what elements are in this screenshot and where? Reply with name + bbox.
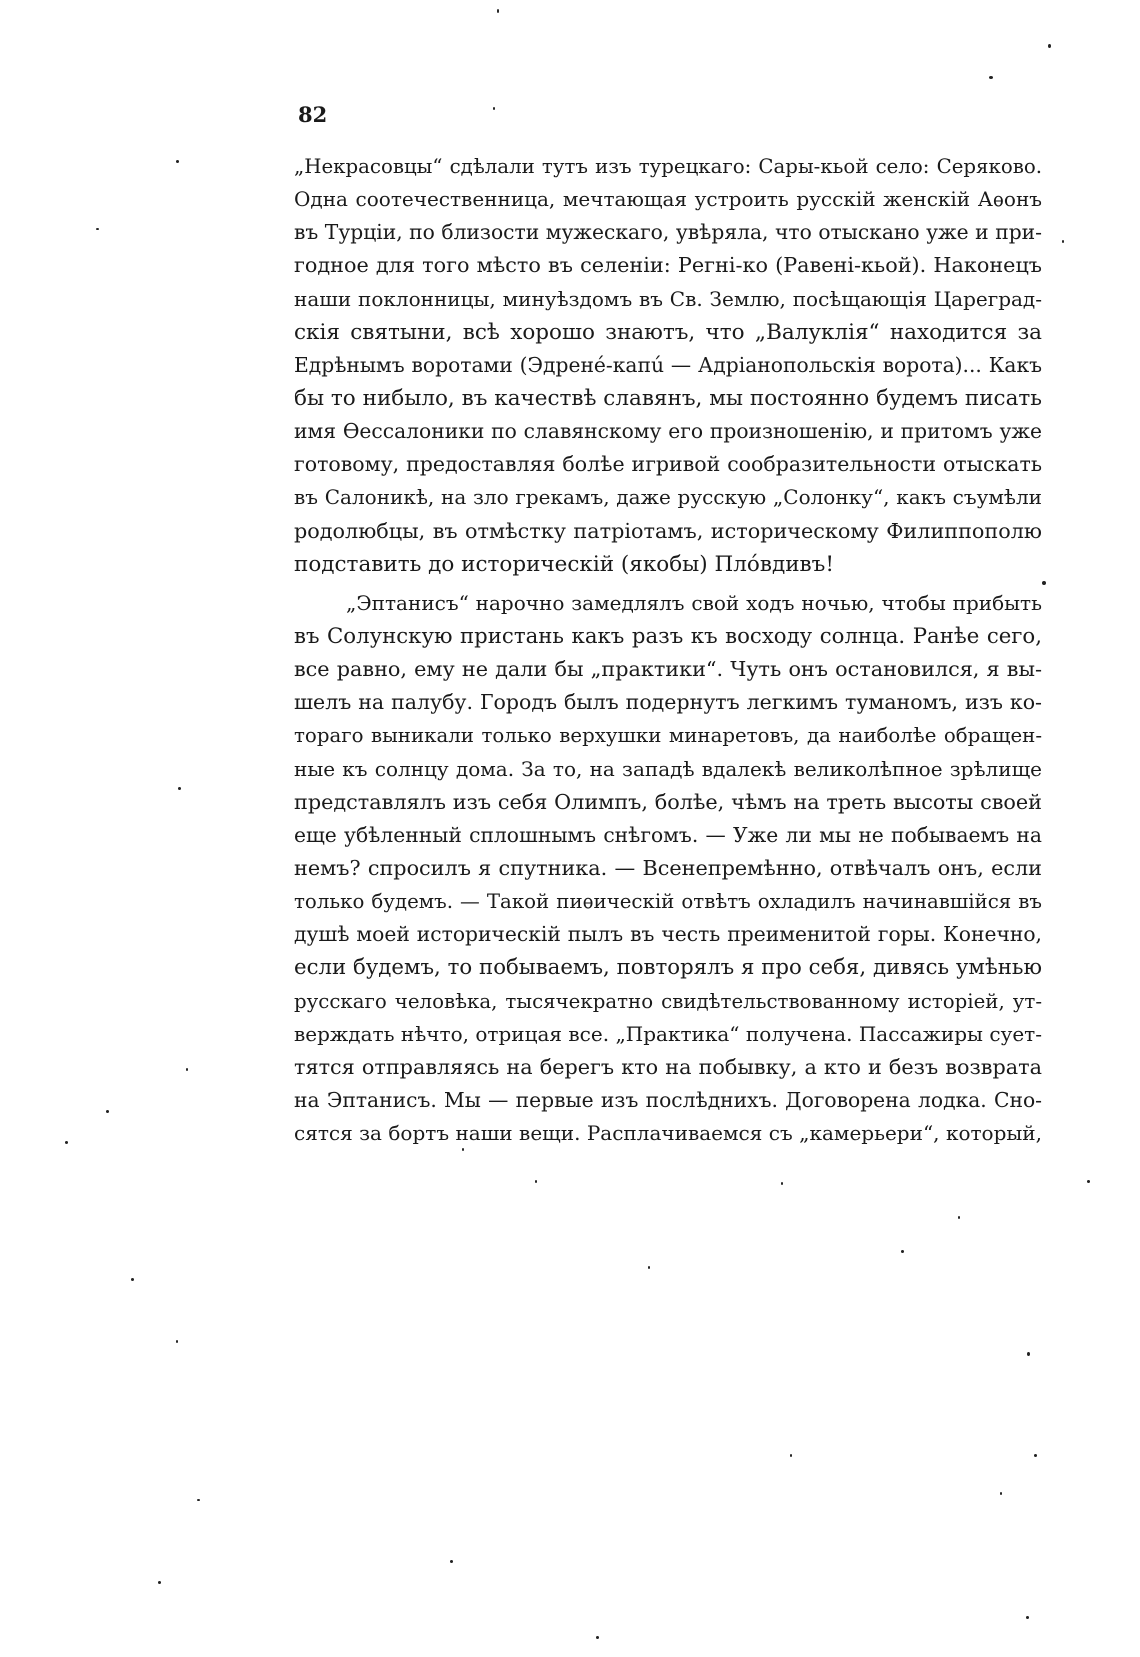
scan-speck — [176, 160, 179, 163]
text-line: въ Салоникѣ, на зло грекамъ, даже русскую „Солонку“, какъ съумѣли — [294, 485, 1042, 510]
scan-speck — [989, 76, 993, 79]
text-line: въ Солунскую пристань какъ разъ къ восходу солнца. Ранѣе сего, — [294, 623, 1042, 649]
text-line: подставить до историческій (якобы) Плóвдивъ! — [294, 551, 834, 577]
text-line: наши поклонницы, минуѣздомъ въ Св. Землю, посѣщающія Цареград- — [294, 286, 1042, 311]
scan-speck — [131, 1278, 134, 1281]
text-line: шелъ на палубу. Городъ былъ подернутъ легкимъ туманомъ, изъ ко- — [294, 690, 1042, 715]
scan-speck — [958, 1216, 960, 1219]
paragraph — [294, 150, 1042, 581]
text-body — [294, 150, 1042, 1150]
text-line: тятся отправляясь на берегъ кто на побывку, а кто и безъ возврата — [294, 1054, 1042, 1079]
scan-speck — [781, 1182, 783, 1185]
text-line: тораго выникали только верхушки минаретовъ, да наиболѣе обращен- — [294, 724, 1042, 748]
scan-speck — [1042, 581, 1046, 585]
scan-speck — [65, 1141, 68, 1144]
scan-speck — [158, 1581, 161, 1584]
text-line: ные къ солнцу дома. За то, на западѣ вдалекѣ великолѣпное зрѣлище — [294, 756, 1042, 781]
scan-speck — [450, 1560, 453, 1563]
text-line: бы то нибыло, въ качествѣ славянъ, мы постоянно будемъ писать — [294, 385, 1042, 411]
text-line: если будемъ, то побываемъ, повторялъ я про себя, дивясь умѣнью — [294, 955, 1042, 981]
text-line: на Эптанисъ. Мы — первые изъ послѣднихъ. Договорена лодка. Сно- — [294, 1087, 1042, 1112]
text-line: душѣ моей историческій пылъ въ честь преименитой горы. Конечно, — [294, 922, 1042, 947]
text-line: русскаго человѣка, тысячекратно свидѣтельствованному исторіей, ут- — [294, 989, 1042, 1013]
text-line: Одна соотечественница, мечтающая устроить русскій женскій Аѳонъ — [294, 187, 1042, 212]
text-line: еще убѣленный сплошнымъ снѣгомъ. — Уже ли мы не побываемъ на — [294, 822, 1042, 847]
scan-speck — [1026, 1616, 1029, 1619]
text-line: представлялъ изъ себя Олимпъ, болѣе, чѣмъ на треть высоты своей — [294, 789, 1042, 814]
text-line: въ Турціи, по близости мужескаго, увѣряла, что отыскано уже и при- — [294, 220, 1042, 245]
scan-speck — [186, 1068, 188, 1071]
scan-speck — [1048, 44, 1051, 48]
text-line: имя Ѳессалоники по славянскому его произношенію, и притомъ уже — [294, 419, 1042, 444]
scan-speck — [493, 107, 495, 110]
text-line: „Эптанисъ“ нарочно замедлялъ свой ходъ ночью, чтобы прибыть — [346, 590, 1042, 615]
scan-speck — [535, 1180, 537, 1183]
scan-speck — [1087, 1180, 1090, 1183]
text-line: сятся за бортъ наши вещи. Расплачиваемся съ „камерьери“, который, — [294, 1121, 1042, 1146]
scan-speck — [96, 228, 99, 230]
paragraph — [294, 587, 1042, 1150]
scan-speck — [1027, 1352, 1030, 1356]
scan-speck — [462, 1148, 464, 1151]
scan-speck — [1000, 1492, 1002, 1495]
scan-speck — [648, 1266, 650, 1269]
page-number: 82 — [298, 102, 328, 127]
text-line: верждать нѣчто, отрицая все. „Практика“ получена. Пассажиры сует- — [294, 1021, 1042, 1046]
scan-speck — [1034, 1454, 1037, 1457]
text-line: только будемъ. — Такой пиѳическій отвѣтъ охладилъ начинавшійся въ — [294, 890, 1042, 914]
scan-speck — [178, 787, 181, 790]
scan-speck — [1062, 240, 1064, 243]
text-line: годное для того мѣсто въ селеніи: Регні-ко (Равені-кьой). Наконецъ — [294, 253, 1042, 278]
scan-speck — [790, 1454, 792, 1457]
scan-speck — [497, 9, 499, 13]
scan-speck — [176, 1340, 178, 1343]
text-line: родолюбцы, въ отмѣстку патріотамъ, историческому Филиппополю — [294, 518, 1042, 543]
text-line: „Некрасовцы“ сдѣлали тутъ изъ турецкаго: Сары-кьой село: Серяково. — [294, 155, 1042, 178]
scan-speck — [596, 1636, 599, 1639]
scan-speck — [901, 1250, 904, 1253]
text-line: готовому, предоставляя болѣе игривой сообразительности отыскать — [294, 452, 1042, 477]
text-line: Едрѣнымъ воротами (Эдренé-капú — Адріанопольскія ворота)... Какъ — [294, 352, 1042, 377]
text-line: немъ? спросилъ я спутника. — Всенепремѣнно, отвѣчалъ онъ, если — [294, 855, 1042, 880]
text-line: все равно, ему не дали бы „практики“. Чуть онъ остановился, я вы- — [294, 657, 1042, 682]
scan-speck — [106, 1110, 109, 1113]
scan-speck — [197, 1499, 200, 1501]
text-line: скія святыни, всѣ хорошо знаютъ, что „Валуклія“ находится за — [294, 319, 1042, 345]
